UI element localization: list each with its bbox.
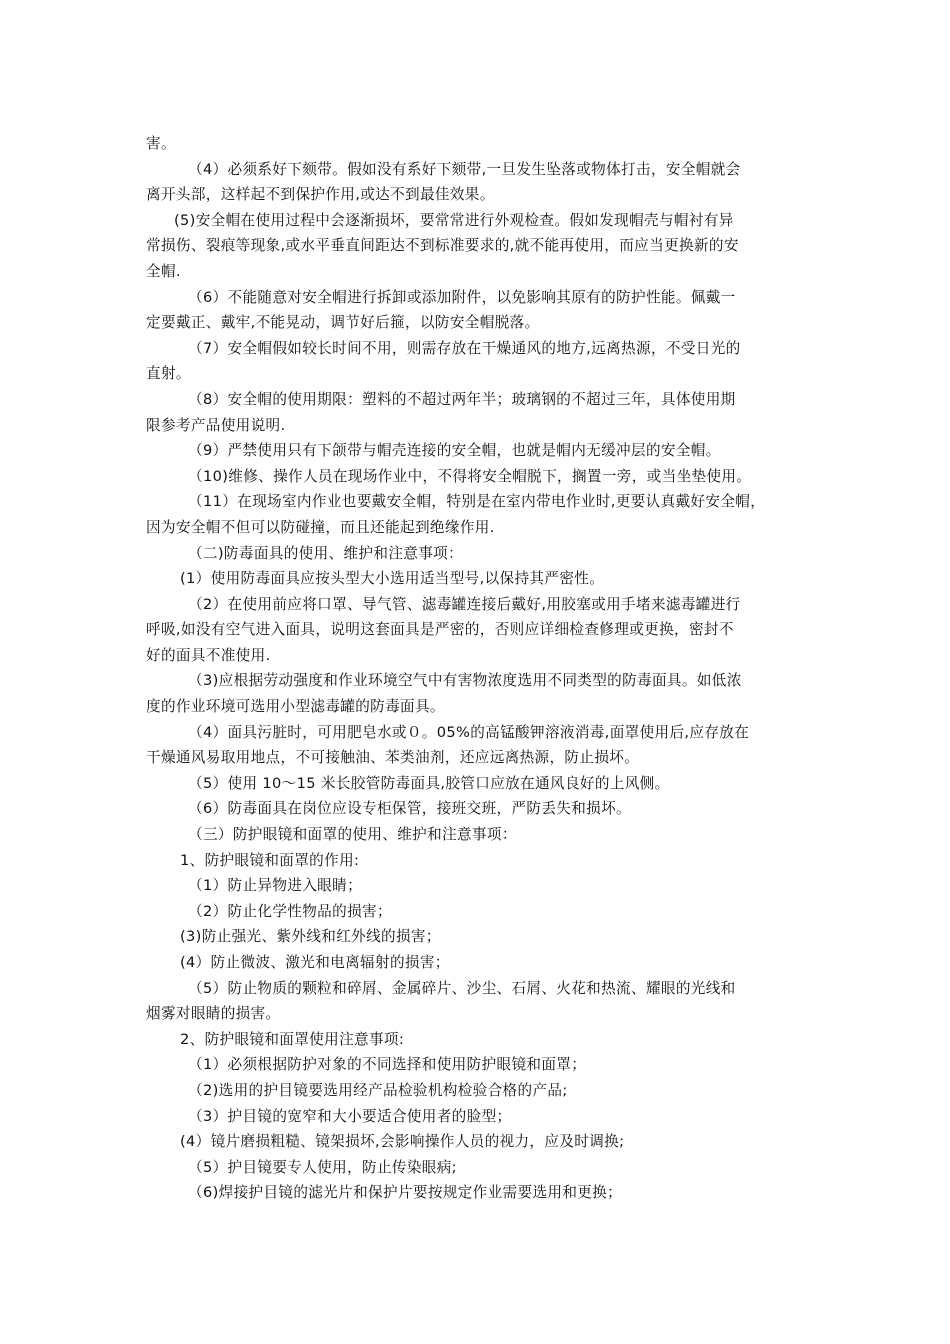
text-line: 度的作业环境可选用小型滤毒罐的防毒面具。: [146, 698, 445, 716]
text-line: 烟雾对眼睛的损害。: [146, 1005, 281, 1023]
text-line: (4）防止微波、激光和电离辐射的损害；: [180, 954, 450, 971]
text-line: 因为安全帽不但可以防碰撞，而且还能起到绝缘作用.: [146, 518, 495, 536]
text-line: (4）镜片磨损粗糙、镜架损坏,会影响操作人员的视力，应及时调换;: [180, 1133, 625, 1151]
document-body: [146, 131, 806, 1206]
text-line: （6）防毒面具在岗位应设专柜保管，接班交班，严防丢失和损坏。: [188, 800, 632, 818]
text-line: 2、防护眼镜和面罩使用注意事项:: [180, 1030, 405, 1048]
text-line: （2）防止化学性物品的损害；: [188, 902, 392, 920]
text-line: （5）使用 10～15 米长胶管防毒面具,胶管口应放在通风良好的上风侧。: [188, 774, 670, 792]
text-line: （9）严禁使用只有下颌带与帽壳连接的安全帽，也就是帽内无缓冲层的安全帽。: [188, 442, 721, 460]
text-line: 常损伤、裂痕等现象,或水平垂直间距达不到标准要求的,就不能再使用，而应当更换新的安: [146, 237, 739, 255]
text-line: （6）不能随意对安全帽进行拆卸或添加附件，以免影响其原有的防护性能。佩戴一: [188, 288, 736, 306]
text-line: 呼吸,如没有空气进入面具，说明这套面具是严密的，否则应详细检查修理或更换，密封不: [146, 621, 734, 639]
text-line: 直射。: [146, 365, 191, 383]
text-line: (5)安全帽在使用过程中会逐渐损坏，要常常进行外观检查。假如发现帽壳与帽衬有异: [174, 211, 734, 229]
text-line: （2）在使用前应将口罩、导气管、滤毒罐连接后戴好,用胶塞或用手堵来滤毒罐进行: [188, 595, 741, 613]
text-line: （3)应根据劳动强度和作业环境空气中有害物浓度选用不同类型的防毒面具。如低浓: [188, 672, 742, 690]
text-line: 1、防护眼镜和面罩的作用:: [180, 851, 360, 869]
text-line: （3）护目镜的宽窄和大小要适合使用者的脸型；: [188, 1107, 512, 1125]
text-line: （5）防止物质的颗粒和碎屑、金属碎片、沙尘、石屑、火花和热流、耀眼的光线和: [188, 979, 736, 997]
text-line: （10)维修、操作人员在现场作业中，不得将安全帽脱下，搁置一旁，或当坐垫使用。: [188, 467, 752, 485]
text-line: 定要戴正、戴牢,不能晃动，调节好后箍，以防安全帽脱落。: [146, 314, 540, 332]
text-line: （2)选用的护目镜要选用经产品检验机构检验合格的产品;: [188, 1081, 568, 1099]
text-line: （1）防止异物进入眼睛；: [188, 877, 363, 895]
text-line: 好的面具不准使用.: [146, 646, 271, 664]
text-line: （4）必须系好下颏带。假如没有系好下颏带,一旦发生坠落或物体打击，安全帽就会: [188, 160, 741, 178]
text-line: 干燥通风易取用地点，不可接触油、苯类油剂，还应远离热源，防止损坏。: [146, 749, 640, 767]
text-line: （8）安全帽的使用期限：塑料的不超过两年半；玻璃钢的不超过三年，具体使用期: [188, 390, 736, 408]
text-line: 全帽.: [146, 262, 181, 280]
text-line: (1）使用防毒面具应按头型大小选用适当型号,以保持其严密性。: [180, 570, 605, 588]
text-line: 离开头部，这样起不到保护作用,或达不到最佳效果。: [146, 186, 495, 204]
text-line: （二)防毒面具的使用、维护和注意事项：: [188, 544, 464, 562]
text-line: （4）面具污脏时，可用肥皂水或０。05%的高锰酸钾溶液消毒,面罩使用后,应存放在: [188, 723, 750, 741]
text-line: （11）在现场室内作业也要戴安全帽，特别是在室内带电作业时,更要认真戴好安全帽，: [188, 493, 766, 511]
text-line: （7）安全帽假如较长时间不用，则需存放在干燥通风的地方,远离热源，不受日光的: [188, 339, 741, 357]
text-line: （1）必须根据防护对象的不同选择和使用防护眼镜和面罩；: [188, 1056, 587, 1074]
text-line: (3)防止强光、紫外线和红外线的损害；: [180, 928, 441, 946]
text-line: 害。: [146, 135, 176, 152]
text-line: 限参考产品使用说明.: [146, 416, 286, 434]
text-line: （6)焊接护目镜的滤光片和保护片要按规定作业需要选用和更换；: [188, 1184, 623, 1202]
text-line: （5）护目镜要专人使用，防止传染眼病;: [188, 1158, 457, 1176]
text-line: （三）防护眼镜和面罩的使用、维护和注意事项：: [188, 826, 517, 844]
